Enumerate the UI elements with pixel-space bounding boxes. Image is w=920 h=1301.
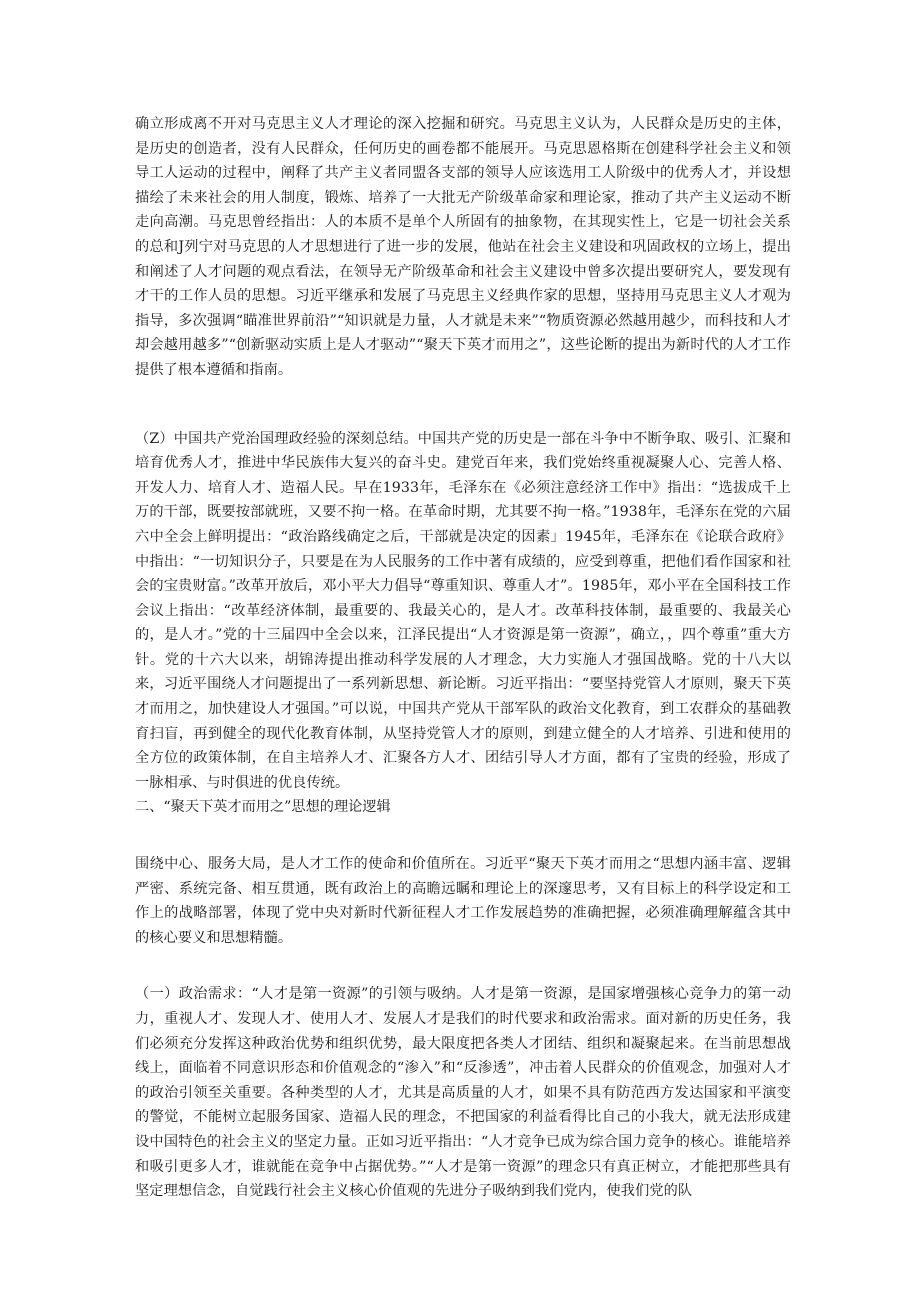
document-page [135,112,791,1204]
paragraph-4: （一）政治需求：“人才是第一资源”的引领与吸纳。人才是第一资源，是国家增强核心竞争力的第一动力，重视人才、发现人才、使用人才、发展人才是我们的时代要求和政治需求。面对新的历史任务，我们必须充分发挥这种政治优势和组织优势，最大限度把各类人才团结、组织和凝聚起来。在当前思想战线上，面临着不同意识形态和价值观念的“渗入”和“反渗透”，冲击着人民群众的价值观念，加强对人才的政治引领至关重要。各种类型的人才，尤其是高质量的人才，如果不具有防范西方发达国家和平演变的警觉，不能树立起服务国家、造福人民的理念，不把国家的利益看得比自己的小我大，就无法形成建设中国特色的社会主义的坚定力量。正如习近平指出：“人才竞争已成为综合国力竞争的核心。谁能培养和吸引更多人才，谁就能在竞争中占据优势。”“人才是第一资源”的理念只有真正树立，才能把那些具有坚定理想信念，自觉践行社会主义核心价值观的先进分子吸纳到我们党内，使我们党的队 [135,986,791,1200]
paragraph-1: 确立形成离不开对马克思主义人才理论的深入挖掘和研究。马克思主义认为，人民群众是历史的主体，是历史的创造者，没有人民群众，任何历史的画卷都不能展开。马克思恩格斯在创建科学社会主义和领导工人运动的过程中，阐释了共产主义者同盟各支部的领导人应该选用工人阶级中的优秀人才，并设想描绘了未来社会的用人制度，锻炼、培养了一大批无产阶级革命家和理论家，推动了共产主义运动不断走向高潮。马克思曾经指出：人的本质不是单个人所固有的抽象物，在其现实性上，它是一切社会关系的总和J列宁对马克思的人才思想进行了进一步的发展，他站在社会主义建设和巩固政权的立场上，提出和阐述了人才问题的观点看法，在领导无产阶级革命和社会主义建设中曾多次提出要研究人，要发现有才干的工作人员的思想。习近平继承和发展了马克思主义经典作家的思想，坚持用马克思主义人才观为指导，多次强调“瞄准世界前沿”“知识就是力量，人才就是未来”“物质资源必然越用越少，而科技和人才却会越用越多”“创新驱动实质上是人才驱动”“聚天下英才而用之”，这些论断的提出为新时代的人才工作提供了根本遵循和指南。 [135,116,791,378]
paragraph-2: （Z）中国共产党治国理政经验的深刻总结。中国共产党的历史是一部在斗争中不断争取、吸引、汇聚和培育优秀人才，推进中华民族伟大复兴的奋斗史。建党百年来，我们党始终重视凝聚人心、完善人格、开发人力、培育人才、造福人民。早在1933年，毛泽东在《必须注意经济工作中》指出：“选拔成千上万的干部，既要按部就班，又要不拘一格。在革命时期，尤其要不拘一格。”1938年，毛泽东在党的六届六中全会上鲜明提出：“政治路线确定之后，干部就是决定的因素」1945年，毛泽东在《论联合政府》中指出：“一切知识分子，只要是在为人民服务的工作中著有成绩的，应受到尊重，把他们看作国家和社会的宝贵财富。”改革开放后，邓小平大力倡导“尊重知识、尊重人才”。1985年，邓小平在全国科技工作会议上指出：“改革经济体制，最重要的、我最关心的，是人才。改革科技体制，最重要的、我最关心的，是人才。”党的十三届四中全会以来，江泽民提出“人才资源是第一资源”，确立，，四个尊重”重大方针。党的十六大以来，胡锦涛提出推动科学发展的人才理念，大力实施人才强国战略。党的十八大以来，习近平围绕人才问题提出了一系列新思想、新论断。习近平指出：“要坚持党管人才原则，聚天下英才而用之，加快建设人才强国。”可以说，中国共产党从干部军队的政治文化教育，到工农群众的基础教育扫盲，再到健全的现代化教育体制，从坚持党管人才的原则，到建立健全的人才培养、引进和使用的全方位的政策体制，在自主培养人才、汇聚各方人才、团结引导人才方面，都有了宝贵的经验，形成了一脉相承、与时俱进的优良传统。 [135,430,791,791]
section-heading-2: 二、“聚天下英才而用之”思想的理论逻辑 [135,799,391,816]
paragraph-3: 围绕中心、服务大局，是人才工作的使命和价值所在。习近平“聚天下英才而用之“思想内涵丰富、逻辑严密、系统完备、相互贯通，既有政治上的高瞻远瞩和理论上的深邃思考，又有目标上的科学设定和工作上的战略部署，体现了党中央对新时代新征程人才工作发展趋势的准确把握，必须准确理解蕴含其中的核心要义和思想精髓。 [135,856,791,946]
